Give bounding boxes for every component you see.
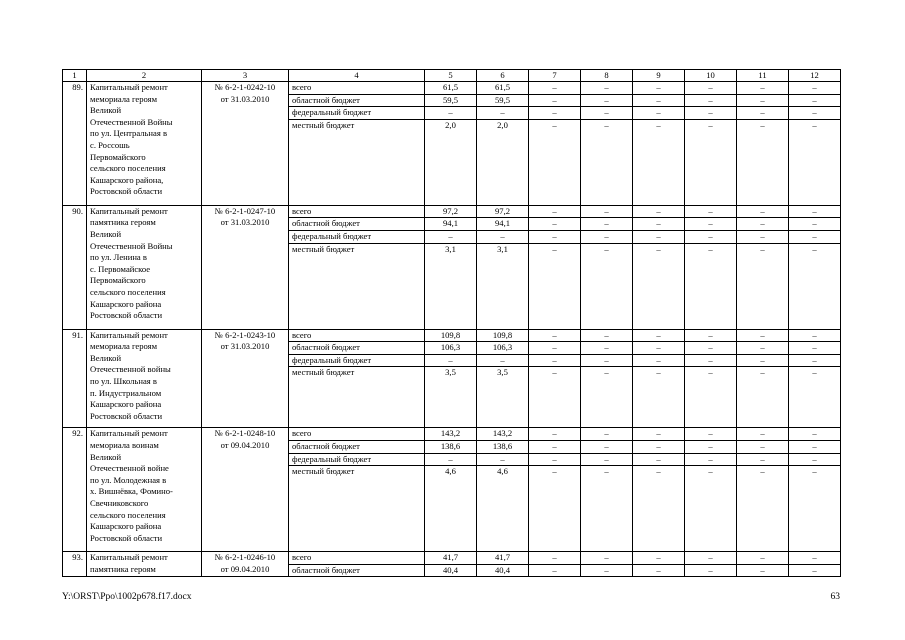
value-col-8: – [581, 354, 633, 367]
value-col-10: – [685, 367, 737, 428]
value-col-6: 59,5 [477, 94, 529, 107]
value-col-10: – [685, 564, 737, 577]
value-col-8: – [581, 564, 633, 577]
value-col-9: – [633, 367, 685, 428]
value-col-8: – [581, 367, 633, 428]
value-col-5: – [425, 453, 477, 466]
value-col-6: 97,2 [477, 205, 529, 218]
value-col-10: – [685, 119, 737, 205]
value-col-5: 143,2 [425, 428, 477, 441]
entry-number: 91. [63, 329, 87, 428]
value-col-12: – [789, 205, 841, 218]
value-col-8: – [581, 82, 633, 95]
entry-document: № 6-2-1-0247-10 от 31.03.2010 [202, 205, 289, 329]
value-col-12: – [789, 119, 841, 205]
value-col-11: – [737, 329, 789, 342]
column-header: 9 [633, 70, 685, 82]
value-col-8: – [581, 453, 633, 466]
value-col-12: – [789, 428, 841, 441]
funding-source-label: местный бюджет [289, 466, 425, 552]
value-col-6: 138,6 [477, 440, 529, 453]
column-header: 6 [477, 70, 529, 82]
table-row [63, 329, 841, 342]
column-header: 10 [685, 70, 737, 82]
value-col-9: – [633, 94, 685, 107]
value-col-6: 61,5 [477, 82, 529, 95]
value-col-11: – [737, 94, 789, 107]
funding-source-label: всего [289, 329, 425, 342]
value-col-12: – [789, 453, 841, 466]
value-col-12: – [789, 552, 841, 565]
value-col-9: – [633, 440, 685, 453]
entry-document: № 6-2-1-0248-10 от 09.04.2010 [202, 428, 289, 552]
footer-page-number: 63 [830, 592, 840, 602]
column-header: 4 [289, 70, 425, 82]
value-col-11: – [737, 354, 789, 367]
value-col-5: 2,0 [425, 119, 477, 205]
value-col-6: – [477, 230, 529, 243]
value-col-9: – [633, 552, 685, 565]
value-col-12: – [789, 466, 841, 552]
value-col-5: – [425, 107, 477, 120]
value-col-5: 4,6 [425, 466, 477, 552]
value-col-10: – [685, 218, 737, 231]
value-col-6: 40,4 [477, 564, 529, 577]
value-col-11: – [737, 440, 789, 453]
value-col-6: 143,2 [477, 428, 529, 441]
value-col-5: 3,5 [425, 367, 477, 428]
value-col-5: – [425, 230, 477, 243]
footer-file-path: Y:\ORST\Ppo\1002p678.f17.docx [62, 592, 192, 602]
value-col-12: – [789, 218, 841, 231]
column-header: 7 [529, 70, 581, 82]
value-col-10: – [685, 440, 737, 453]
value-col-6: 3,1 [477, 243, 529, 329]
value-col-6: 106,3 [477, 342, 529, 355]
funding-source-label: всего [289, 205, 425, 218]
table-row [63, 205, 841, 218]
value-col-6: 4,6 [477, 466, 529, 552]
value-col-12: – [789, 329, 841, 342]
value-col-8: – [581, 428, 633, 441]
value-col-11: – [737, 466, 789, 552]
value-col-8: – [581, 329, 633, 342]
value-col-12: – [789, 94, 841, 107]
value-col-5: 3,1 [425, 243, 477, 329]
value-col-11: – [737, 243, 789, 329]
value-col-12: – [789, 243, 841, 329]
value-col-9: – [633, 466, 685, 552]
value-col-11: – [737, 205, 789, 218]
funding-source-label: местный бюджет [289, 243, 425, 329]
value-col-12: – [789, 367, 841, 428]
value-col-10: – [685, 552, 737, 565]
column-header: 1 [63, 70, 87, 82]
entry-description: Капитальный ремонт памятника героям [87, 552, 202, 577]
value-col-7: – [529, 342, 581, 355]
value-col-5: 59,5 [425, 94, 477, 107]
funding-source-label: областной бюджет [289, 342, 425, 355]
value-col-11: – [737, 453, 789, 466]
value-col-9: – [633, 205, 685, 218]
value-col-7: – [529, 428, 581, 441]
value-col-10: – [685, 243, 737, 329]
funding-source-label: всего [289, 428, 425, 441]
value-col-11: – [737, 230, 789, 243]
funding-source-label: областной бюджет [289, 218, 425, 231]
value-col-7: – [529, 329, 581, 342]
column-header: 8 [581, 70, 633, 82]
value-col-5: 106,3 [425, 342, 477, 355]
entry-description: Капитальный ремонт памятника героям Великой Отечественной Войны по ул. Ленина в с. Первомайское Первомайского сельского поселения Кашарского района Ростовской области [87, 205, 202, 329]
value-col-12: – [789, 354, 841, 367]
value-col-6: 2,0 [477, 119, 529, 205]
value-col-10: – [685, 230, 737, 243]
value-col-12: – [789, 82, 841, 95]
entry-number: 89. [63, 82, 87, 206]
funding-source-label: федеральный бюджет [289, 230, 425, 243]
value-col-7: – [529, 205, 581, 218]
value-col-7: – [529, 466, 581, 552]
funding-source-label: федеральный бюджет [289, 107, 425, 120]
value-col-10: – [685, 466, 737, 552]
value-col-7: – [529, 243, 581, 329]
value-col-5: 40,4 [425, 564, 477, 577]
entry-number: 93. [63, 552, 87, 577]
value-col-7: – [529, 82, 581, 95]
value-col-9: – [633, 564, 685, 577]
value-col-5: 109,8 [425, 329, 477, 342]
entry-description: Капитальный ремонт мемориала героям Великой Отечественной войны по ул. Школьная в п. Индустриальном Кашарского района Ростовской области [87, 329, 202, 428]
value-col-9: – [633, 82, 685, 95]
value-col-6: 109,8 [477, 329, 529, 342]
value-col-8: – [581, 342, 633, 355]
value-col-7: – [529, 94, 581, 107]
value-col-7: – [529, 552, 581, 565]
value-col-7: – [529, 119, 581, 205]
value-col-7: – [529, 218, 581, 231]
funding-source-label: всего [289, 82, 425, 95]
value-col-12: – [789, 342, 841, 355]
value-col-8: – [581, 552, 633, 565]
entry-document: № 6-2-1-0242-10 от 31.03.2010 [202, 82, 289, 206]
entry-number: 92. [63, 428, 87, 552]
value-col-11: – [737, 119, 789, 205]
entry-number: 90. [63, 205, 87, 329]
value-col-8: – [581, 94, 633, 107]
funding-source-label: всего [289, 552, 425, 565]
value-col-8: – [581, 440, 633, 453]
table-row [63, 552, 841, 565]
value-col-10: – [685, 205, 737, 218]
value-col-10: – [685, 428, 737, 441]
value-col-12: – [789, 107, 841, 120]
value-col-9: – [633, 354, 685, 367]
value-col-9: – [633, 107, 685, 120]
value-col-11: – [737, 107, 789, 120]
funding-source-label: федеральный бюджет [289, 453, 425, 466]
value-col-10: – [685, 342, 737, 355]
value-col-8: – [581, 243, 633, 329]
value-col-8: – [581, 218, 633, 231]
funding-source-label: местный бюджет [289, 119, 425, 205]
value-col-6: – [477, 453, 529, 466]
value-col-9: – [633, 119, 685, 205]
value-col-6: 3,5 [477, 367, 529, 428]
table-row [63, 82, 841, 95]
value-col-10: – [685, 354, 737, 367]
value-col-5: – [425, 354, 477, 367]
value-col-11: – [737, 564, 789, 577]
budget-table [62, 69, 841, 577]
value-col-6: – [477, 107, 529, 120]
value-col-8: – [581, 230, 633, 243]
value-col-5: 61,5 [425, 82, 477, 95]
value-col-11: – [737, 82, 789, 95]
value-col-8: – [581, 466, 633, 552]
value-col-11: – [737, 552, 789, 565]
funding-source-label: федеральный бюджет [289, 354, 425, 367]
entry-document: № 6-2-1-0246-10 от 09.04.2010 [202, 552, 289, 577]
value-col-5: 97,2 [425, 205, 477, 218]
funding-source-label: местный бюджет [289, 367, 425, 428]
value-col-12: – [789, 440, 841, 453]
value-col-6: 41,7 [477, 552, 529, 565]
column-header: 3 [202, 70, 289, 82]
value-col-7: – [529, 107, 581, 120]
value-col-11: – [737, 218, 789, 231]
column-number-row [63, 70, 841, 82]
value-col-11: – [737, 367, 789, 428]
value-col-9: – [633, 428, 685, 441]
value-col-10: – [685, 329, 737, 342]
column-header: 2 [87, 70, 202, 82]
value-col-5: 94,1 [425, 218, 477, 231]
value-col-6: – [477, 354, 529, 367]
value-col-7: – [529, 367, 581, 428]
table-row [63, 428, 841, 441]
value-col-7: – [529, 440, 581, 453]
value-col-10: – [685, 82, 737, 95]
value-col-9: – [633, 218, 685, 231]
value-col-10: – [685, 453, 737, 466]
value-col-9: – [633, 230, 685, 243]
value-col-7: – [529, 564, 581, 577]
column-header: 12 [789, 70, 841, 82]
entry-document: № 6-2-1-0243-10 от 31.03.2010 [202, 329, 289, 428]
value-col-9: – [633, 243, 685, 329]
value-col-8: – [581, 205, 633, 218]
value-col-8: – [581, 119, 633, 205]
value-col-9: – [633, 329, 685, 342]
value-col-9: – [633, 453, 685, 466]
value-col-11: – [737, 428, 789, 441]
funding-source-label: областной бюджет [289, 564, 425, 577]
column-header: 11 [737, 70, 789, 82]
funding-source-label: областной бюджет [289, 440, 425, 453]
value-col-10: – [685, 107, 737, 120]
value-col-12: – [789, 230, 841, 243]
entry-description: Капитальный ремонт мемориала воинам Великой Отечественной войне по ул. Молодежная в х. Вишнёвка, Фомино- Свечниковского сельского поселения Кашарского района Ростовской области [87, 428, 202, 552]
value-col-7: – [529, 453, 581, 466]
value-col-7: – [529, 230, 581, 243]
value-col-7: – [529, 354, 581, 367]
value-col-11: – [737, 342, 789, 355]
value-col-9: – [633, 342, 685, 355]
column-header: 5 [425, 70, 477, 82]
value-col-8: – [581, 107, 633, 120]
value-col-10: – [685, 94, 737, 107]
funding-source-label: областной бюджет [289, 94, 425, 107]
entry-description: Капитальный ремонт мемориала героям Великой Отечественной Войны по ул. Центральная в с. Россошь Первомайского сельского поселения Кашарского района, Ростовской области [87, 82, 202, 206]
value-col-6: 94,1 [477, 218, 529, 231]
value-col-5: 41,7 [425, 552, 477, 565]
value-col-12: – [789, 564, 841, 577]
value-col-5: 138,6 [425, 440, 477, 453]
